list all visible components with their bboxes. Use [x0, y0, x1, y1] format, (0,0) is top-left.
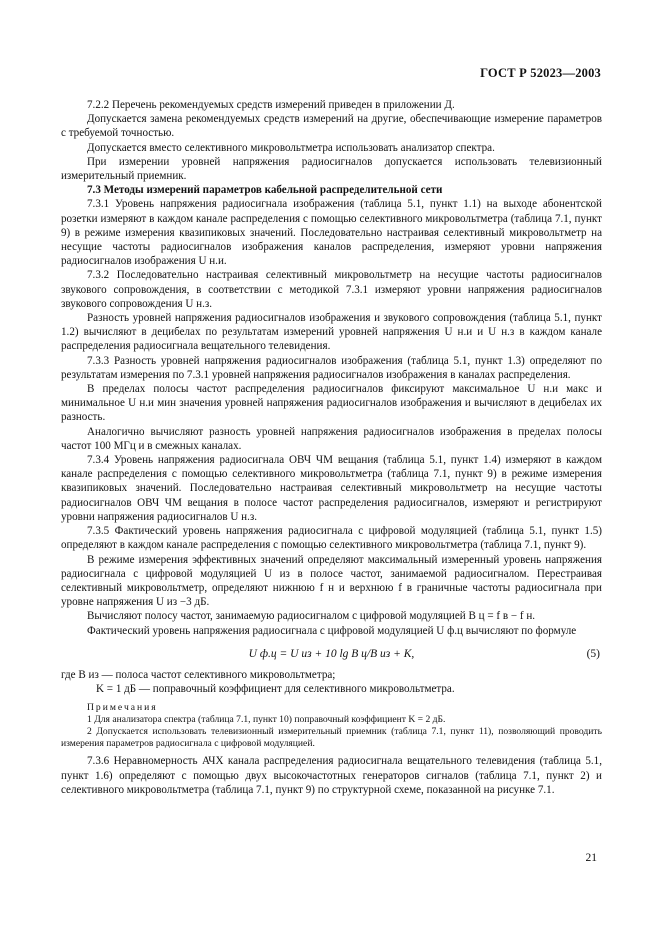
paragraph-7-3-6: 7.3.6 Неравномерность АЧХ канала распределения радиосигнала вещательного телевидения (таблица 5.1, пункт 1.6) определяют с помощью двух высокочастотных генераторов сигналов (таблица 7.1, пункт 2) и селективного микровольтметра (таблица 7.1, пункт 9) по структурной схеме, показанной на рисунке 7.1. — [61, 755, 602, 796]
formula-expression: U ф.ц = U из + 10 lg B ц/B из + K, — [248, 647, 415, 660]
paragraph: Допускается замена рекомендуемых средств измерений на другие, обеспечивающие измерение параметров с требуемой точностью. — [61, 113, 602, 140]
paragraph: Фактический уровень напряжения радиосигнала с цифровой модуляцией U ф.ц вычисляют по формуле — [87, 624, 577, 637]
formula-number: (5) — [586, 647, 600, 660]
paragraph: При измерении уровней напряжения радиосигналов допускается использовать телевизионный измерительный приемник. — [61, 155, 602, 183]
paragraph-7-3-5: 7.3.5 Фактический уровень напряжения радиосигнала с цифровой модуляцией (таблица 5.1, пункт 1.5) определяют в каждом канале распределения с помощью селективного микровольтметра (таблица 7.1, пункт 9). — [61, 525, 602, 552]
document-header: ГОСТ Р 52023—2003 — [480, 66, 601, 80]
notes-block — [61, 702, 602, 750]
section-heading-7-3: 7.3 Методы измерений параметров кабельной распределительной сети — [87, 184, 443, 197]
formula-where-line: K = 1 дБ — поправочный коэффициент для селективного микровольтметра. — [96, 683, 455, 696]
formula-where-line: где B из — полоса частот селективного микровольтметра; — [61, 668, 336, 681]
paragraph-7-3-4: 7.3.4 Уровень напряжения радиосигнала ОВЧ ЧМ вещания (таблица 5.1, пункт 1.4) измеряют в каждом канале распределения с помощью селективного микровольтметра (таблица 7.1, пункт 9) в режиме измерения квазипиковых значений. Последовательно настраивая селективный микровольтметр на несущие частоты радиосигналов ОВЧ ЧМ вещания в полосе частот распределения радиосигналов, измеряют и регистрируют уровни напряжения радиосигналов U н.з. — [61, 454, 602, 523]
paragraph-7-3-2: 7.3.2 Последовательно настраивая селективный микровольтметр на несущие частоты радиосигналов звукового сопровождения, в соответствии с методикой 7.3.1 измеряют уровни напряжения радиосигналов звукового сопровождения U н.з. — [61, 269, 602, 310]
paragraph: Аналогично вычисляют разность уровней напряжения радиосигналов изображения в пределах полосы частот 100 МГц и в смежных каналах. — [61, 425, 602, 452]
paragraph: Допускается вместо селективного микровольтметра использовать анализатор спектра. — [87, 141, 495, 154]
notes-title: Примечания — [87, 702, 158, 714]
paragraph: Вычисляют полосу частот, занимаемую радиосигналом с цифровой модуляцией B ц = f в − f н. — [87, 610, 536, 623]
paragraph: В пределах полосы частот распределения радиосигналов фиксируют максимальное U н.и макс и минимальное U н.и мин значения уровней напряжения радиосигналов изображения и вычисляют в децибелах их разность. — [61, 383, 602, 424]
note-item: 1 Для анализатора спектра (таблица 7.1, пункт 10) поправочный коэффициент K = 2 дБ. — [87, 714, 446, 726]
paragraph-7-3-1: 7.3.1 Уровень напряжения радиосигнала изображения (таблица 5.1, пункт 1.1) на выходе абонентской розетки измеряют в каждом канале распределения с помощью селективного микровольтметра (таблица 7.1, пункт 9) в режиме измерения квазипиковых значений. Последовательно настраивая селективный микровольтметр на несущие частоты радиосигналов изображения каналов распределения, измеряют уровни напряжения радиосигналов изображения U н.и. — [61, 198, 602, 268]
formula-5 — [61, 647, 602, 661]
note-item: 2 Допускается использовать телевизионный измерительный приемник (таблица 7.1, пункт 11), позволяющий проводить измерения параметров радиосигнала с цифровой модуляцией. — [61, 726, 602, 750]
paragraph-7-3-3: 7.3.3 Разность уровней напряжения радиосигналов изображения (таблица 5.1, пункт 1.3) определяют по результатам измерения по 7.3.1 уровней напряжения радиосигналов изображения в каналах распределения. — [61, 354, 602, 381]
document-body — [61, 98, 602, 797]
paragraph: Разность уровней напряжения радиосигналов изображения и звукового сопровождения (таблица 5.1, пункт 1.2) вычисляют в децибелах по результатам измерений уровней напряжения U н.и и U н.з в каждом канале распределения радиосигнала вещательного телевидения. — [61, 312, 602, 353]
page-number: 21 — [585, 852, 597, 864]
paragraph: В режиме измерения эффективных значений определяют максимальный измеренный уровень напряжения радиосигнала с цифровой модуляцией U из в полосе частот, занимаемой радиосигналом. Перестраивая селективный микровольтметр, определяют нижнюю f н и верхнюю f в граничные частоты радиосигнала при уровне напряжения U из −3 дБ. — [61, 553, 602, 609]
paragraph-7-2-2: 7.2.2 Перечень рекомендуемых средств измерений приведен в приложении Д. — [87, 99, 455, 111]
